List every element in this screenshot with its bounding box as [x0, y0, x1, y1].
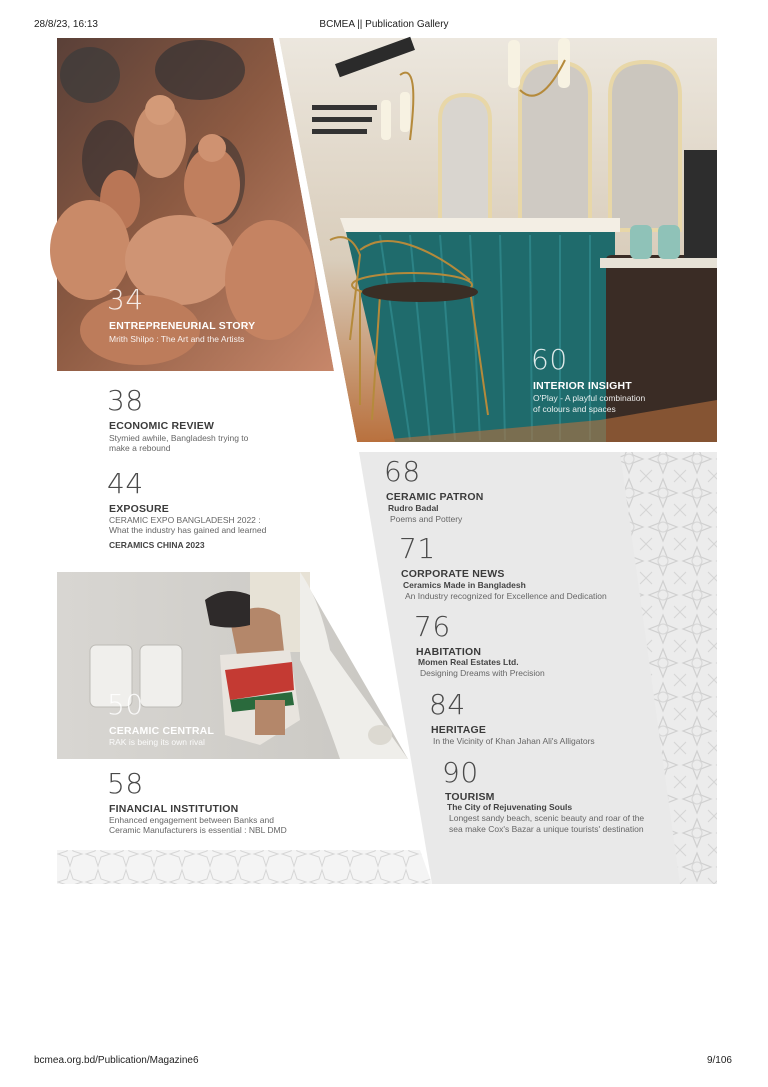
- entry-38-subtitle-2: make a rebound: [109, 443, 171, 453]
- entry-60-number: 60: [531, 343, 568, 376]
- entry-44-subtitle-1: CERAMIC EXPO BANGLADESH 2022 :: [109, 515, 261, 525]
- entry-50-subtitle: RAK is being its own rival: [109, 737, 205, 747]
- entry-58-subtitle-1: Enhanced engagement between Banks and: [109, 815, 274, 825]
- entry-38-title: ECONOMIC REVIEW: [109, 420, 215, 432]
- print-datetime: 28/8/23, 16:13: [34, 19, 98, 30]
- entry-76-subtitle-1: Momen Real Estates Ltd.: [418, 657, 519, 667]
- entry-76-title: HABITATION: [416, 646, 482, 658]
- entry-90-subtitle-1: The City of Rejuvenating Souls: [447, 802, 573, 812]
- entry-58-subtitle-2: Ceramic Manufacturers is essential : NBL DMD: [109, 825, 287, 835]
- entry-34-number: 34: [107, 283, 144, 316]
- entry-44-title: EXPOSURE: [109, 503, 169, 515]
- entry-44-subtitle-3: CERAMICS CHINA 2023: [109, 540, 205, 550]
- print-url: bcmea.org.bd/Publication/Magazine6: [34, 1055, 199, 1066]
- entry-44-subtitle-2: What the industry has gained and learned: [109, 525, 267, 535]
- entry-50-number: 50: [107, 688, 144, 721]
- entry-76-number: 76: [414, 610, 451, 643]
- entry-84-title: HERITAGE: [431, 724, 487, 736]
- entry-60-title: INTERIOR INSIGHT: [533, 380, 632, 392]
- entry-90-title: TOURISM: [445, 791, 495, 803]
- entry-71-title: CORPORATE NEWS: [401, 568, 505, 580]
- entry-34-title: ENTREPRENEURIAL STORY: [109, 320, 256, 332]
- entry-58-number: 58: [107, 767, 144, 800]
- entry-84-number: 84: [429, 688, 466, 721]
- entry-68-number: 68: [384, 455, 421, 488]
- entry-38-number: 38: [107, 384, 144, 417]
- print-page-title: BCMEA || Publication Gallery: [319, 19, 449, 30]
- entry-76-subtitle-2: Designing Dreams with Precision: [420, 668, 545, 678]
- entry-44-number: 44: [107, 467, 144, 500]
- entry-34-subtitle: Mrith Shilpo : The Art and the Artists: [109, 334, 245, 344]
- entry-71-subtitle-1: Ceramics Made in Bangladesh: [403, 580, 526, 590]
- entry-90-subtitle-3: sea make Cox's Bazar a unique tourists' destination: [449, 824, 644, 834]
- entry-90-number: 90: [442, 756, 479, 789]
- entry-68-title: CERAMIC PATRON: [386, 491, 484, 503]
- entry-68-subtitle-2: Poems and Pottery: [390, 514, 463, 524]
- pattern-band-bottom: [57, 850, 432, 884]
- entry-50-title: CERAMIC CENTRAL: [109, 725, 215, 737]
- entry-71-subtitle-2: An Industry recognized for Excellence and Dedication: [405, 591, 607, 601]
- entry-68-subtitle-1: Rudro Badal: [388, 503, 439, 513]
- entry-58-title: FINANCIAL INSTITUTION: [109, 803, 239, 815]
- entry-60-subtitle-2: of colours and spaces: [533, 404, 616, 414]
- entry-84-subtitle: In the Vicinity of Khan Jahan Ali's Alligators: [433, 736, 595, 746]
- entry-71-number: 71: [399, 532, 436, 565]
- print-page-number: 9/106: [706, 1055, 732, 1066]
- entry-90-subtitle-2: Longest sandy beach, scenic beauty and roar of the: [449, 813, 645, 823]
- entry-60-subtitle-1: O'Play - A playful combination: [533, 393, 646, 403]
- entry-38-subtitle-1: Stymied awhile, Bangladesh trying to: [109, 433, 249, 443]
